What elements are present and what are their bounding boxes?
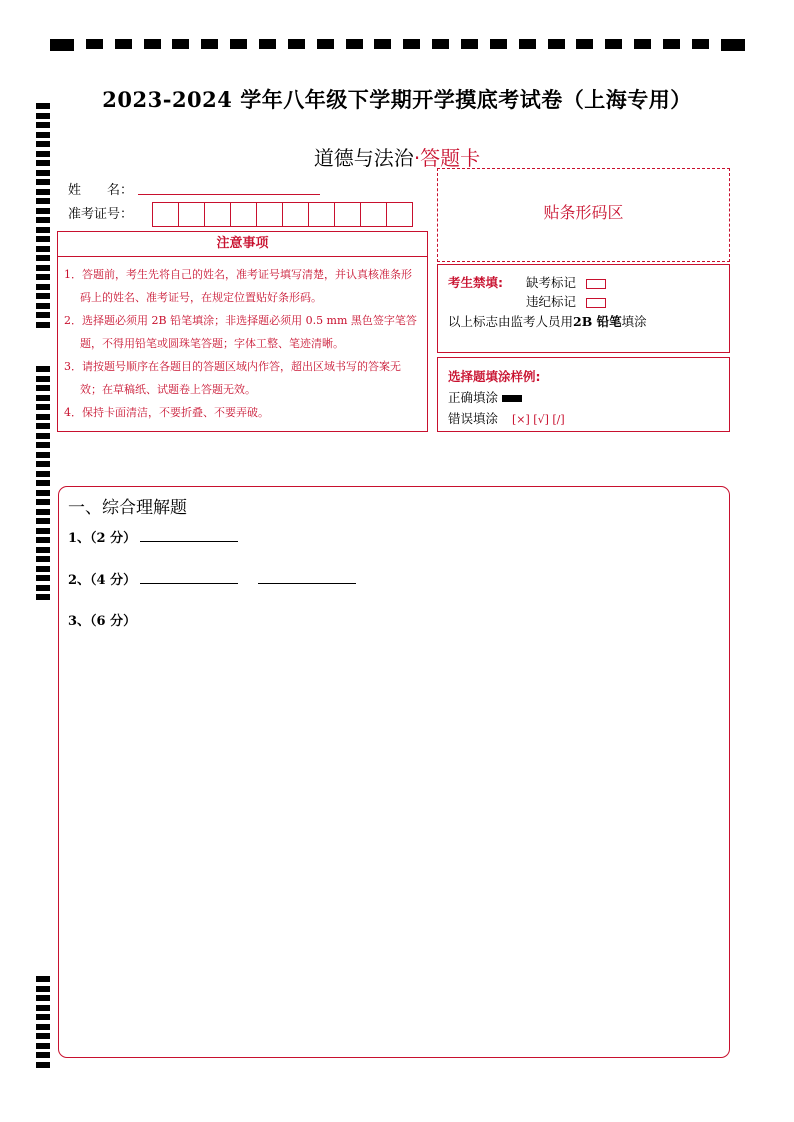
exam-id-label: 准考证号： [68,207,134,222]
question-3: 3、（6 分） [68,614,137,629]
wrong-fill-samples: [×] [√] [/] [512,413,565,426]
notice-item: 3．请按题号顺序在各题目的答题区域内作答，超出区域书写的答案无效；在草稿纸、试题卷上答题无效。 [64,360,401,396]
name-field[interactable] [138,194,320,195]
section-title: 一、综合理解题 [68,498,187,518]
correct-fill-row: 正确填涂 [448,388,522,406]
card-subtitle: 道德与法治·答题卡 [313,146,481,170]
question-2: 2、（4 分） [68,569,356,588]
answer-blank[interactable] [258,583,356,584]
card-type: 答题卡 [420,146,481,170]
notice-item: 4．保持卡面清洁，不要折叠、不要弄破。 [64,406,269,419]
absent-mark-box[interactable] [586,279,606,289]
exam-title: 2023-2024 学年八年级下学期开学摸底考试卷（上海专用） [102,87,692,112]
violation-mark-row: 违纪标记 [526,292,606,310]
notice-list [58,257,427,424]
answer-blank[interactable] [140,541,238,542]
notice-heading: 注意事项 [58,232,427,257]
exam-id-boxes[interactable] [152,202,413,227]
top-timing-marks [50,39,745,51]
answer-blank[interactable] [140,583,238,584]
barcode-area: 贴条形码区 [437,168,730,262]
forbid-label: 考生禁填: [448,275,503,290]
wrong-fill-row: 错误填涂 [×] [√] [/] [448,411,565,426]
forbid-note: 以上标志由监考人员用2B 铅笔填涂 [448,314,647,329]
solid-fill-sample [502,395,522,402]
question-1: 1、（2 分） [68,527,238,546]
violation-mark-box[interactable] [586,298,606,308]
notice-item: 1．答题前，考生先将自己的姓名，准考证号填写清楚，并认真核准条形码上的姓名、准考证号，在规定位置贴好条形码。 [64,268,412,304]
name-label: 姓 名： [68,183,134,198]
fill-example-label: 选择题填涂样例: [448,369,541,384]
answer-section [58,486,730,1058]
notice-item: 2．选择题必须用 2B 铅笔填涂；非选择题必须用 0.5 mm 黑色签字笔答题，不得用铅笔或圆珠笔答题；字体工整、笔迹清晰。 [64,314,417,350]
notice-box [57,231,428,432]
left-timing-marks-3 [36,976,50,1071]
subject-name: 道德与法治 [313,146,414,170]
fill-example-box [437,357,730,432]
left-timing-marks-1 [36,103,50,331]
absent-mark-row: 缺考标记 [526,273,606,291]
candidate-forbidden-box [437,264,730,353]
left-timing-marks-2 [36,366,50,604]
